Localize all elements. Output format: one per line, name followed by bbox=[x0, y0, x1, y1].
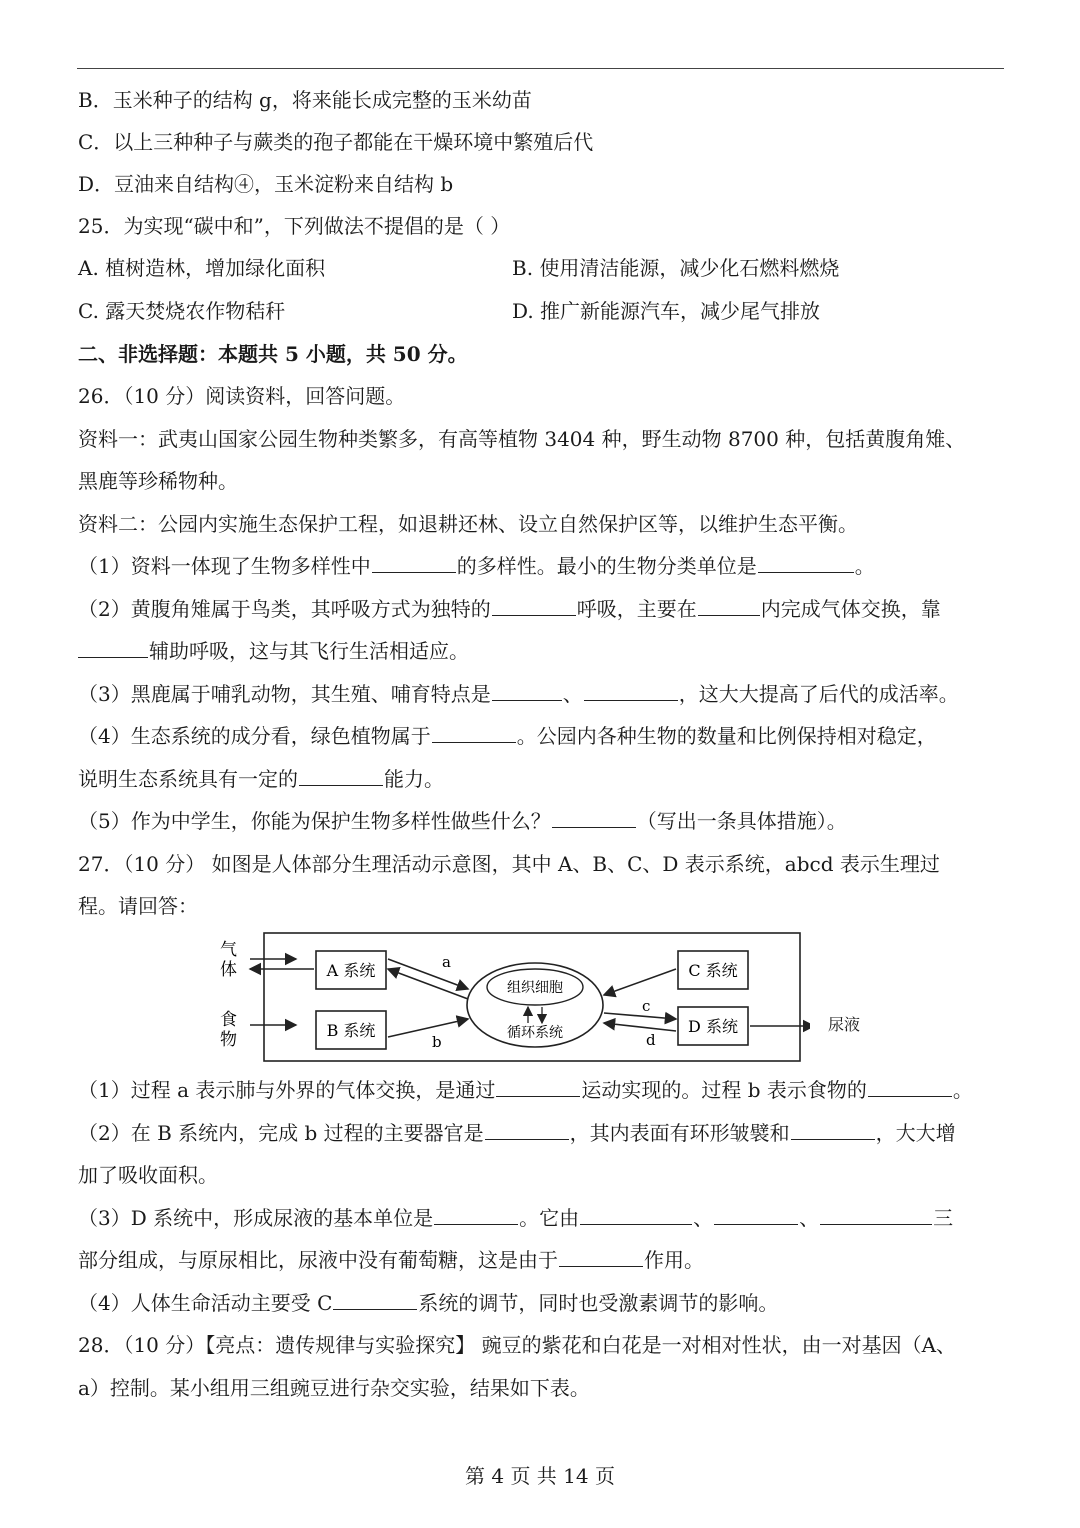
system-d-label: D 系统 bbox=[688, 1017, 738, 1036]
header-rule bbox=[77, 68, 1004, 69]
text: （写出一条具体措施）。 bbox=[636, 809, 847, 833]
urine-label: 尿液 bbox=[828, 1015, 861, 1034]
system-a-label: A 系统 bbox=[326, 961, 376, 980]
physiology-diagram bbox=[210, 927, 810, 1069]
q26-material2: 资料二：公园内实施生态保护工程，如退耕还林、设立自然保护区等，以维护生态平衡。 bbox=[78, 512, 858, 536]
arrow-b-to-circulation bbox=[388, 1019, 468, 1037]
text: 。公园内各种生物的数量和比例保持相对稳定， bbox=[516, 724, 937, 748]
q27-part4 bbox=[78, 1289, 778, 1317]
q25-option-b: B. 使用清洁能源，减少化石燃料燃烧 bbox=[512, 256, 840, 280]
q27-part2 bbox=[78, 1119, 956, 1147]
answer-blank[interactable] bbox=[485, 1119, 569, 1140]
answer-blank[interactable] bbox=[698, 595, 760, 616]
tissue-label: 组织细胞 bbox=[507, 980, 563, 996]
q26-material1-line2: 黑鹿等珍稀物种。 bbox=[78, 469, 238, 493]
q28-line1: 28．（10 分）【亮点：遗传规律与实验探究】 豌豆的紫花和白花是一对相对性状，由一对基因（A、 bbox=[78, 1333, 957, 1357]
q26-stem: 26．（10 分）阅读资料，回答问题。 bbox=[78, 384, 406, 408]
text: ，大大增 bbox=[875, 1121, 956, 1145]
text: 的多样性。最小的生物分类单位是 bbox=[456, 554, 757, 578]
label-b: b bbox=[432, 1033, 442, 1051]
q27-part3-cont bbox=[78, 1246, 704, 1274]
food-label-1: 食 bbox=[220, 1010, 237, 1030]
gas-label-1: 气 bbox=[220, 940, 237, 960]
answer-blank[interactable] bbox=[372, 552, 456, 573]
q26-part3 bbox=[78, 680, 959, 708]
answer-blank[interactable] bbox=[791, 1119, 875, 1140]
q27-part3 bbox=[78, 1204, 953, 1232]
text: ，其内表面有环形皱襞和 bbox=[569, 1121, 790, 1145]
text: （3）D 系统中，形成尿液的基本单位是 bbox=[78, 1206, 434, 1230]
text: （1）资料一体现了生物多样性中 bbox=[78, 554, 371, 578]
answer-blank[interactable] bbox=[820, 1204, 932, 1225]
section2-title: 二、非选择题：本题共 5 小题，共 50 分。 bbox=[78, 342, 468, 366]
q25-option-d: D. 推广新能源汽车，减少尾气排放 bbox=[512, 299, 821, 323]
answer-blank[interactable] bbox=[492, 595, 576, 616]
text: 。它由 bbox=[519, 1206, 580, 1230]
q26-part4 bbox=[78, 722, 937, 750]
page-footer: 第 4 页 共 14 页 bbox=[465, 1464, 615, 1488]
q27-stem-line2: 程。请回答： bbox=[78, 894, 198, 918]
q28-line2: a）控制。某小组用三组豌豆进行杂交实验，结果如下表。 bbox=[78, 1376, 590, 1400]
q26-part4-cont bbox=[78, 765, 444, 793]
label-a: a bbox=[442, 953, 451, 971]
text: 运动实现的。过程 b 表示食物的 bbox=[581, 1078, 867, 1102]
arrow-c-to-circulation bbox=[604, 969, 676, 995]
text: 、 bbox=[562, 682, 583, 706]
q26-material1-line1: 资料一：武夷山国家公园生物种类繁多，有高等植物 3404 种，野生动物 8700 种，包括黄腹角雉、 bbox=[78, 427, 966, 451]
answer-blank[interactable] bbox=[559, 1246, 643, 1267]
text: （3）黑鹿属于哺乳动物，其生殖、哺育特点是 bbox=[78, 682, 491, 706]
answer-blank[interactable] bbox=[333, 1289, 417, 1310]
text: 说明生态系统具有一定的 bbox=[78, 767, 298, 791]
text: 、 bbox=[693, 1206, 714, 1230]
q27-part2-cont: 加了吸收面积。 bbox=[78, 1163, 218, 1187]
circulation-label: 循环系统 bbox=[507, 1025, 563, 1041]
text: （5）作为中学生，你能为保护生物多样性做些什么？ bbox=[78, 809, 551, 833]
label-d: d bbox=[646, 1031, 656, 1049]
answer-blank[interactable] bbox=[299, 765, 383, 786]
text: 三 bbox=[933, 1206, 954, 1230]
q24-option-b: B．玉米种子的结构 g，将来能长成完整的玉米幼苗 bbox=[78, 88, 532, 112]
q26-part5 bbox=[78, 807, 847, 835]
text: （2）黄腹角雉属于鸟类，其呼吸方式为独特的 bbox=[78, 597, 491, 621]
answer-blank[interactable] bbox=[78, 637, 148, 658]
answer-blank[interactable] bbox=[434, 1204, 518, 1225]
q27-stem-line1: 27．（10 分） 如图是人体部分生理活动示意图，其中 A、B、C、D 表示系统，abcd 表示生理过 bbox=[78, 852, 940, 876]
system-c-label: C 系统 bbox=[688, 961, 738, 980]
q24-option-c: C．以上三种种子与蕨类的孢子都能在干燥环境中繁殖后代 bbox=[78, 130, 594, 154]
q25-option-a: A. 植树造林，增加绿化面积 bbox=[78, 256, 326, 280]
text: （4）生态系统的成分看，绿色植物属于 bbox=[78, 724, 431, 748]
text: （1）过程 a 表示肺与外界的气体交换，是通过 bbox=[78, 1078, 496, 1102]
answer-blank[interactable] bbox=[580, 1204, 692, 1225]
text: 部分组成，与原尿相比，尿液中没有葡萄糖，这是由于 bbox=[78, 1248, 558, 1272]
arrow-d-to-circulation bbox=[604, 1023, 676, 1031]
text: 。 bbox=[952, 1078, 973, 1102]
text: 。 bbox=[854, 554, 875, 578]
answer-blank[interactable] bbox=[496, 1076, 580, 1097]
text: （4）人体生命活动主要受 C bbox=[78, 1291, 333, 1315]
text: 、 bbox=[799, 1206, 820, 1230]
text: 内完成气体交换，靠 bbox=[760, 597, 941, 621]
q26-part2 bbox=[78, 595, 941, 623]
answer-blank[interactable] bbox=[552, 807, 636, 828]
text: 作用。 bbox=[644, 1248, 704, 1272]
text: 系统的调节，同时也受激素调节的影响。 bbox=[418, 1291, 779, 1315]
answer-blank[interactable] bbox=[432, 722, 516, 743]
answer-blank[interactable] bbox=[492, 680, 562, 701]
text: 能力。 bbox=[384, 767, 444, 791]
q27-part1 bbox=[78, 1076, 973, 1104]
food-label-2: 物 bbox=[220, 1030, 237, 1050]
answer-blank[interactable] bbox=[868, 1076, 952, 1097]
q25-stem: 25．为实现“碳中和”，下列做法不提倡的是（ ） bbox=[78, 214, 511, 238]
answer-blank[interactable] bbox=[714, 1204, 798, 1225]
q25-option-c: C. 露天焚烧农作物秸秆 bbox=[78, 299, 286, 323]
answer-blank[interactable] bbox=[584, 680, 678, 701]
system-b-label: B 系统 bbox=[326, 1021, 376, 1040]
label-c: c bbox=[642, 997, 651, 1015]
q26-part2-cont bbox=[78, 637, 469, 665]
text: （2）在 B 系统内，完成 b 过程的主要器官是 bbox=[78, 1121, 484, 1145]
q26-part1 bbox=[78, 552, 875, 580]
text: 辅助呼吸，这与其飞行生活相适应。 bbox=[149, 639, 469, 663]
text: ，这大大提高了后代的成活率。 bbox=[678, 682, 959, 706]
text: 呼吸，主要在 bbox=[576, 597, 697, 621]
answer-blank[interactable] bbox=[758, 552, 854, 573]
q24-option-d: D．豆油来自结构④，玉米淀粉来自结构 b bbox=[78, 172, 454, 196]
arrow-circulation-to-d bbox=[604, 1013, 676, 1019]
gas-label-2: 体 bbox=[220, 960, 237, 980]
